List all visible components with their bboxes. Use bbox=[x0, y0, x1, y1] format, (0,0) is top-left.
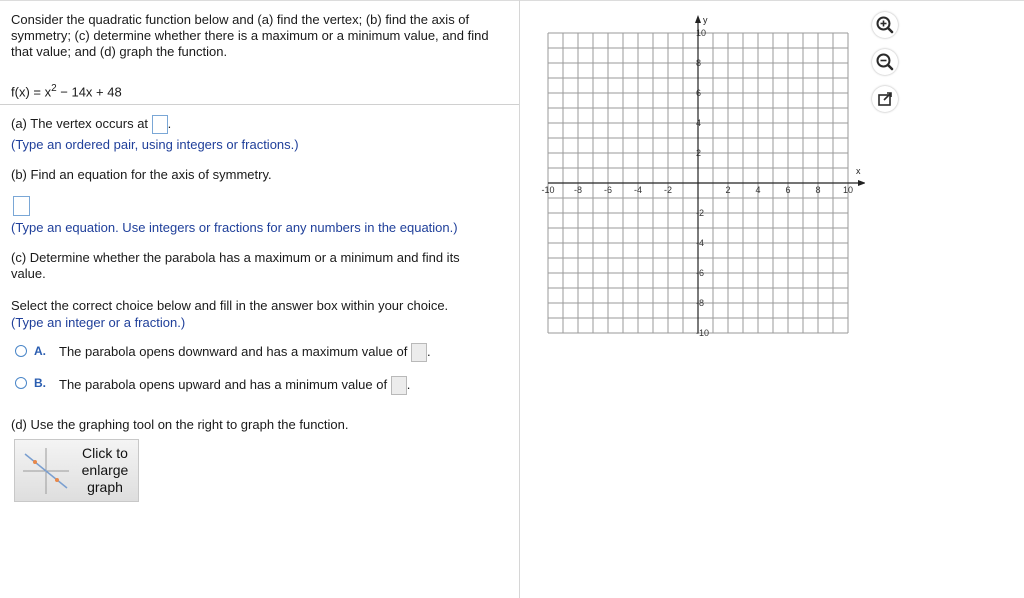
min-value-answer-box[interactable] bbox=[391, 376, 407, 395]
part-b-question: (b) Find an equation for the axis of symmetry. bbox=[11, 167, 272, 182]
zoom-out-button[interactable] bbox=[872, 49, 898, 75]
x-tick-label: 6 bbox=[785, 185, 791, 195]
function-exponent: 2 bbox=[51, 83, 57, 94]
choice-b-row bbox=[59, 376, 410, 395]
vertex-answer-box[interactable] bbox=[152, 115, 168, 134]
choice-b-suffix: . bbox=[406, 376, 411, 392]
y-tick-label: -4 bbox=[696, 238, 705, 248]
x-tick-label: 10 bbox=[842, 185, 854, 195]
y-axis-label: y bbox=[703, 15, 708, 25]
part-a-hint: (Type an ordered pair, using integers or fractions.) bbox=[11, 137, 299, 152]
function-rhs: − 14x + 48 bbox=[56, 84, 122, 100]
choice-b-letter: B. bbox=[34, 376, 46, 390]
y-tick-label: -10 bbox=[696, 328, 710, 338]
enlarge-graph-label bbox=[75, 445, 135, 496]
x-axis-label: x bbox=[856, 166, 861, 176]
y-tick-label: 8 bbox=[696, 58, 702, 68]
y-tick-label: -6 bbox=[696, 268, 705, 278]
y-axis-arrow bbox=[695, 15, 701, 23]
zoom-out-icon bbox=[872, 49, 898, 75]
function-lhs: f(x) = x bbox=[11, 84, 52, 100]
part-c-question-line1: (c) Determine whether the parabola has a maximum or a minimum and find its bbox=[11, 250, 460, 265]
part-b-hint: (Type an equation. Use integers or fractions for any numbers in the equation.) bbox=[11, 220, 458, 235]
y-tick-label: 10 bbox=[696, 28, 707, 38]
y-tick-label: -8 bbox=[696, 298, 705, 308]
x-tick-label: -2 bbox=[663, 185, 673, 195]
part-d-question: (d) Use the graphing tool on the right to graph the function. bbox=[11, 417, 349, 432]
x-axis-arrow bbox=[858, 180, 865, 186]
x-tick-label: 8 bbox=[815, 185, 821, 195]
y-tick-label: -2 bbox=[696, 208, 705, 218]
choice-a-text: The parabola opens downward and has a maximum value of bbox=[59, 343, 408, 359]
part-c-question-line2: value. bbox=[11, 266, 46, 281]
choice-a-letter: A. bbox=[34, 344, 46, 358]
y-tick-label: 4 bbox=[696, 118, 702, 128]
y-tick-label: 2 bbox=[696, 148, 702, 158]
part-c-instruction: Select the correct choice below and fill in the answer box within your choice. bbox=[11, 298, 449, 313]
popout-icon bbox=[872, 86, 898, 112]
x-tick-label: -6 bbox=[603, 185, 613, 195]
axis-answer-box[interactable] bbox=[13, 196, 30, 216]
max-value-answer-box[interactable] bbox=[411, 343, 427, 362]
function-expression bbox=[11, 81, 122, 100]
part-a-row bbox=[11, 115, 171, 134]
x-tick-label: 4 bbox=[755, 185, 761, 195]
enlarge-graph-button[interactable] bbox=[14, 439, 139, 502]
choice-a-suffix: . bbox=[426, 343, 431, 359]
popout-button[interactable] bbox=[872, 86, 898, 112]
zoom-in-icon bbox=[872, 12, 898, 38]
x-tick-label: 2 bbox=[725, 185, 731, 195]
divider bbox=[0, 104, 519, 105]
choice-b-radio[interactable] bbox=[15, 377, 27, 389]
part-a-suffix: . bbox=[167, 115, 172, 131]
problem-intro: Consider the quadratic function below and (a) find the vertex; (b) find the axis of symmetry; (c) determine whether there is a maximum or a minimum value, and find that value; and (d) graph the function. bbox=[11, 12, 489, 59]
choice-a-radio[interactable] bbox=[15, 345, 27, 357]
graph-canvas[interactable] bbox=[535, 15, 865, 345]
part-c-hint: (Type an integer or a fraction.) bbox=[11, 315, 186, 330]
part-a-prefix: (a) The vertex occurs at bbox=[11, 115, 149, 131]
x-tick-label: -8 bbox=[573, 185, 583, 195]
y-tick-label: 6 bbox=[696, 88, 702, 98]
x-tick-label: -10 bbox=[541, 185, 555, 195]
enlarge-line2: enlarge bbox=[81, 462, 129, 478]
graph-thumbnail-icon bbox=[21, 446, 71, 496]
enlarge-line1: Click to bbox=[82, 445, 128, 461]
zoom-in-button[interactable] bbox=[872, 12, 898, 38]
choice-b-text: The parabola opens upward and has a minimum value of bbox=[59, 376, 388, 392]
x-tick-label: -4 bbox=[633, 185, 643, 195]
choice-a-row bbox=[59, 343, 431, 362]
enlarge-line3: graph bbox=[87, 479, 123, 495]
